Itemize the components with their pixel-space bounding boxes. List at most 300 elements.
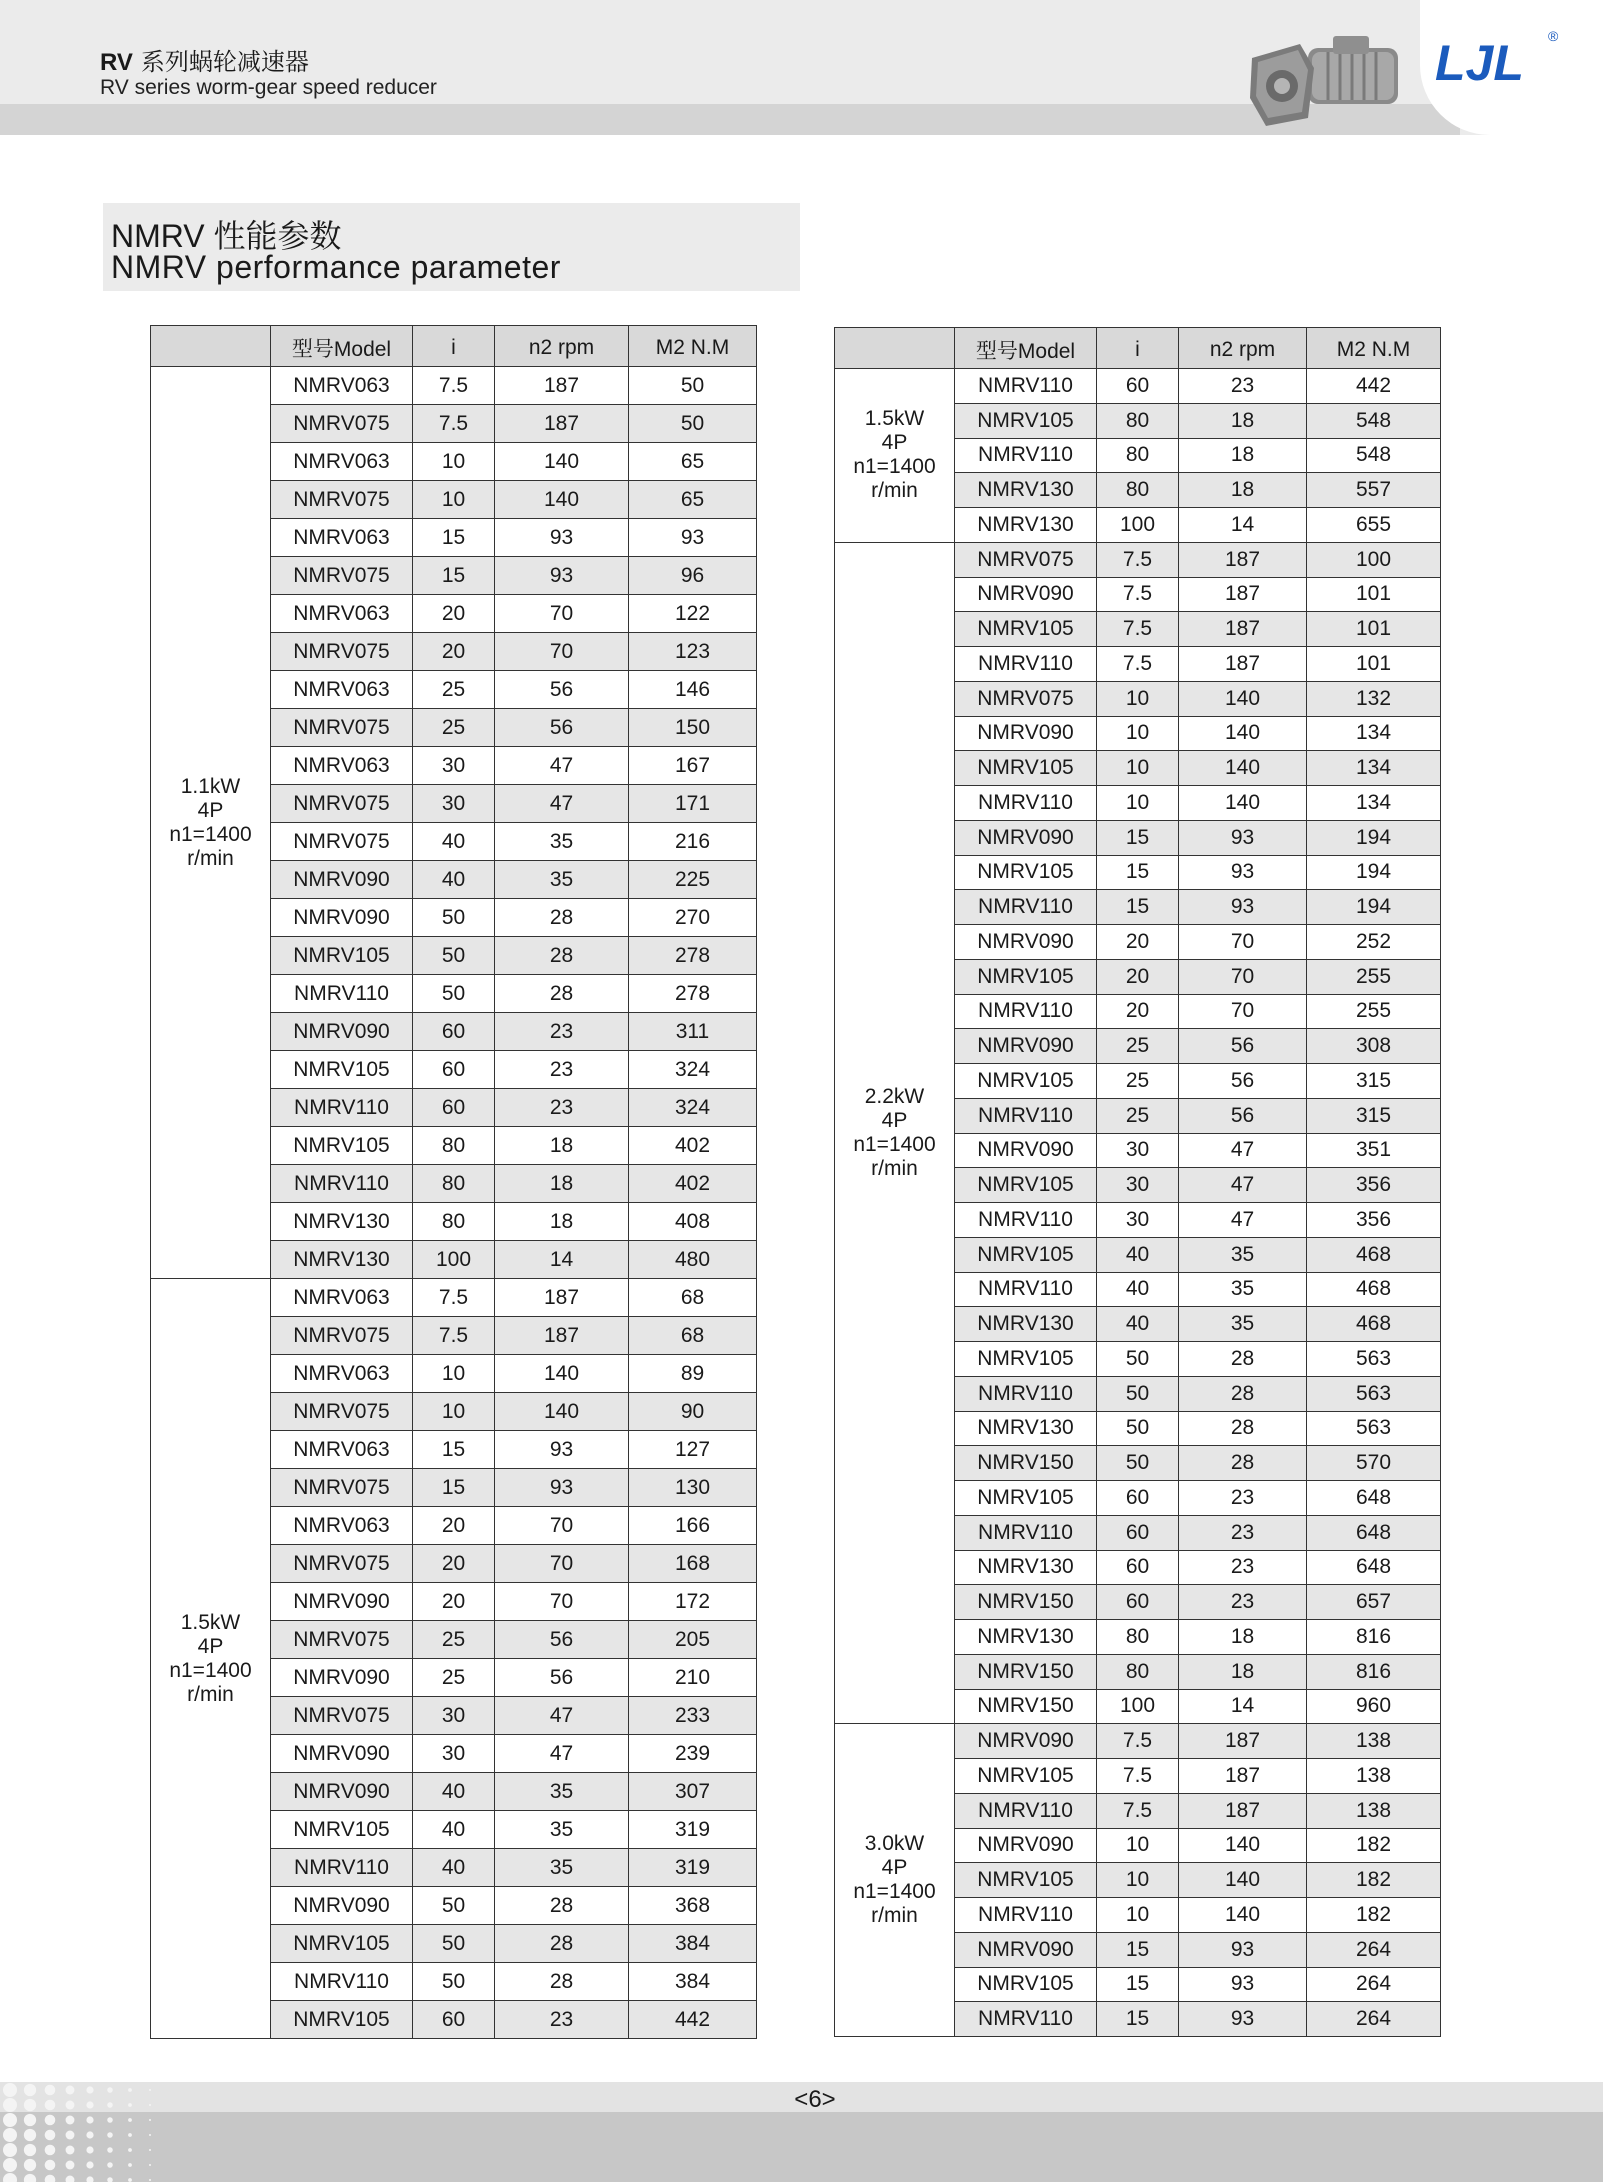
torque-cell: 255 xyxy=(1307,994,1441,1029)
model-cell: NMRV130 xyxy=(955,1550,1097,1585)
header-speed: n2 rpm xyxy=(495,326,629,367)
speed-cell: 18 xyxy=(1179,1620,1307,1655)
ratio-cell: 7.5 xyxy=(1097,577,1179,612)
power-group-label xyxy=(835,369,955,543)
ratio-cell: 40 xyxy=(1097,1272,1179,1307)
torque-cell: 100 xyxy=(1307,542,1441,577)
model-cell: NMRV090 xyxy=(955,820,1097,855)
model-cell: NMRV130 xyxy=(271,1241,413,1279)
speed-cell: 56 xyxy=(495,1621,629,1659)
model-cell: NMRV090 xyxy=(271,861,413,899)
torque-cell: 127 xyxy=(629,1431,757,1469)
torque-cell: 50 xyxy=(629,405,757,443)
ratio-cell: 60 xyxy=(1097,1481,1179,1516)
model-cell: NMRV075 xyxy=(271,823,413,861)
power-group-unit: r/min xyxy=(187,1682,234,1706)
speed-cell: 93 xyxy=(1179,1967,1307,2002)
ratio-cell: 30 xyxy=(413,747,495,785)
model-cell: NMRV090 xyxy=(955,1029,1097,1064)
ratio-cell: 30 xyxy=(413,1735,495,1773)
ratio-cell: 50 xyxy=(413,899,495,937)
ratio-cell: 7.5 xyxy=(413,367,495,405)
torque-cell: 252 xyxy=(1307,925,1441,960)
model-cell: NMRV110 xyxy=(955,890,1097,925)
speed-cell: 140 xyxy=(1179,716,1307,751)
speed-cell: 14 xyxy=(1179,508,1307,543)
torque-cell: 442 xyxy=(1307,369,1441,404)
ratio-cell: 30 xyxy=(413,1697,495,1735)
ratio-cell: 10 xyxy=(1097,1863,1179,1898)
speed-cell: 93 xyxy=(1179,890,1307,925)
footer-dot xyxy=(128,2163,132,2167)
ratio-cell: 20 xyxy=(413,633,495,671)
torque-cell: 205 xyxy=(629,1621,757,1659)
speed-cell: 28 xyxy=(495,975,629,1013)
torque-cell: 324 xyxy=(629,1089,757,1127)
model-cell: NMRV090 xyxy=(955,577,1097,612)
torque-cell: 368 xyxy=(629,1887,757,1925)
ratio-cell: 30 xyxy=(1097,1203,1179,1238)
speed-cell: 140 xyxy=(1179,681,1307,716)
ratio-cell: 50 xyxy=(1097,1446,1179,1481)
model-cell: NMRV105 xyxy=(955,1168,1097,1203)
model-cell: NMRV105 xyxy=(955,1064,1097,1099)
ratio-cell: 60 xyxy=(1097,1550,1179,1585)
ratio-cell: 15 xyxy=(1097,2002,1179,2037)
power-group-unit: r/min xyxy=(187,846,234,870)
footer-dot xyxy=(45,2145,56,2156)
model-cell: NMRV063 xyxy=(271,747,413,785)
ratio-cell: 60 xyxy=(413,1013,495,1051)
torque-cell: 182 xyxy=(1307,1898,1441,1933)
model-cell: NMRV105 xyxy=(955,751,1097,786)
ratio-cell: 10 xyxy=(413,1393,495,1431)
model-cell: NMRV110 xyxy=(271,1963,413,2001)
model-cell: NMRV090 xyxy=(271,1013,413,1051)
torque-cell: 210 xyxy=(629,1659,757,1697)
footer-dot xyxy=(149,2134,151,2136)
speed-cell: 35 xyxy=(495,1849,629,1887)
ratio-cell: 10 xyxy=(413,443,495,481)
torque-cell: 68 xyxy=(629,1279,757,1317)
ratio-cell: 7.5 xyxy=(1097,647,1179,682)
ratio-cell: 10 xyxy=(413,481,495,519)
torque-cell: 233 xyxy=(629,1697,757,1735)
performance-table-right xyxy=(834,327,1441,2037)
footer-dot xyxy=(107,2162,113,2168)
footer-dot xyxy=(107,2147,113,2153)
torque-cell: 225 xyxy=(629,861,757,899)
model-cell: NMRV150 xyxy=(955,1585,1097,1620)
ratio-cell: 25 xyxy=(1097,1029,1179,1064)
speed-cell: 35 xyxy=(1179,1272,1307,1307)
model-cell: NMRV110 xyxy=(271,975,413,1013)
model-cell: NMRV105 xyxy=(955,612,1097,647)
footer-dot xyxy=(66,2116,75,2125)
speed-cell: 140 xyxy=(1179,1863,1307,1898)
speed-cell: 35 xyxy=(495,1773,629,1811)
torque-cell: 315 xyxy=(1307,1098,1441,1133)
ratio-cell: 30 xyxy=(1097,1133,1179,1168)
model-cell: NMRV063 xyxy=(271,1279,413,1317)
torque-cell: 123 xyxy=(629,633,757,671)
header-torque: M2 N.M xyxy=(629,326,757,367)
model-cell: NMRV105 xyxy=(271,937,413,975)
torque-cell: 89 xyxy=(629,1355,757,1393)
model-cell: NMRV063 xyxy=(271,671,413,709)
model-cell: NMRV090 xyxy=(271,1735,413,1773)
speed-cell: 187 xyxy=(495,1279,629,1317)
model-cell: NMRV090 xyxy=(955,1932,1097,1967)
ratio-cell: 7.5 xyxy=(1097,1724,1179,1759)
speed-cell: 70 xyxy=(1179,925,1307,960)
footer-dot xyxy=(3,2113,17,2127)
model-cell: NMRV063 xyxy=(271,1355,413,1393)
ratio-cell: 40 xyxy=(413,823,495,861)
ratio-cell: 50 xyxy=(1097,1376,1179,1411)
torque-cell: 132 xyxy=(1307,681,1441,716)
speed-cell: 140 xyxy=(1179,751,1307,786)
ratio-cell: 20 xyxy=(413,1583,495,1621)
footer-dot xyxy=(66,2161,75,2170)
footer-dot xyxy=(86,2146,93,2153)
ratio-cell: 15 xyxy=(413,1431,495,1469)
gear-motor-image xyxy=(1248,18,1408,130)
power-group-poles: 4P xyxy=(881,1856,908,1880)
speed-cell: 187 xyxy=(495,1317,629,1355)
ratio-cell: 25 xyxy=(1097,1098,1179,1133)
ratio-cell: 15 xyxy=(413,519,495,557)
speed-cell: 140 xyxy=(1179,1828,1307,1863)
speed-cell: 23 xyxy=(495,1089,629,1127)
torque-cell: 816 xyxy=(1307,1654,1441,1689)
footer-dot xyxy=(86,2131,93,2138)
speed-cell: 187 xyxy=(1179,1724,1307,1759)
speed-cell: 187 xyxy=(1179,1793,1307,1828)
ratio-cell: 40 xyxy=(413,1811,495,1849)
footer-dot xyxy=(128,2178,132,2182)
torque-cell: 150 xyxy=(629,709,757,747)
power-group-power: 1.5kW xyxy=(864,407,925,431)
footer-dot xyxy=(3,2158,17,2172)
model-cell: NMRV063 xyxy=(271,367,413,405)
speed-cell: 18 xyxy=(495,1165,629,1203)
speed-cell: 56 xyxy=(1179,1029,1307,1064)
ratio-cell: 10 xyxy=(1097,1828,1179,1863)
model-cell: NMRV130 xyxy=(955,1307,1097,1342)
model-cell: NMRV105 xyxy=(955,1759,1097,1794)
torque-cell: 548 xyxy=(1307,403,1441,438)
model-cell: NMRV105 xyxy=(955,1863,1097,1898)
ratio-cell: 20 xyxy=(1097,925,1179,960)
speed-cell: 93 xyxy=(495,519,629,557)
model-cell: NMRV110 xyxy=(955,786,1097,821)
ratio-cell: 50 xyxy=(1097,1411,1179,1446)
speed-cell: 35 xyxy=(495,1811,629,1849)
torque-cell: 264 xyxy=(1307,1932,1441,1967)
ratio-cell: 40 xyxy=(413,1849,495,1887)
speed-cell: 23 xyxy=(1179,1481,1307,1516)
model-cell: NMRV110 xyxy=(271,1089,413,1127)
footer-dot xyxy=(24,2144,36,2156)
model-cell: NMRV090 xyxy=(271,1659,413,1697)
model-cell: NMRV130 xyxy=(271,1203,413,1241)
ratio-cell: 15 xyxy=(1097,1932,1179,1967)
speed-cell: 93 xyxy=(495,557,629,595)
footer-dot xyxy=(3,2143,17,2157)
ratio-cell: 20 xyxy=(1097,959,1179,994)
speed-cell: 14 xyxy=(1179,1689,1307,1724)
torque-cell: 122 xyxy=(629,595,757,633)
footer-dot xyxy=(149,2119,151,2121)
table-body-right xyxy=(835,369,1441,2037)
torque-cell: 563 xyxy=(1307,1376,1441,1411)
footer-dot xyxy=(149,2179,151,2181)
power-group-n1: n1=1400 xyxy=(169,1658,252,1682)
footer-dot xyxy=(86,2176,93,2182)
ratio-cell: 10 xyxy=(1097,786,1179,821)
model-cell: NMRV130 xyxy=(955,508,1097,543)
ratio-cell: 10 xyxy=(1097,681,1179,716)
ratio-cell: 20 xyxy=(413,595,495,633)
ratio-cell: 7.5 xyxy=(1097,1759,1179,1794)
torque-cell: 307 xyxy=(629,1773,757,1811)
footer-dot xyxy=(86,2161,93,2168)
ratio-cell: 25 xyxy=(413,1659,495,1697)
ratio-cell: 80 xyxy=(413,1127,495,1165)
speed-cell: 93 xyxy=(1179,855,1307,890)
table-body-left xyxy=(151,367,757,2039)
header-title-cn-text: 系列蜗轮减速器 xyxy=(140,49,309,76)
header-title-en: RV series worm-gear speed reducer xyxy=(100,76,437,99)
speed-cell: 28 xyxy=(1179,1342,1307,1377)
torque-cell: 216 xyxy=(629,823,757,861)
ratio-cell: 40 xyxy=(1097,1237,1179,1272)
ratio-cell: 40 xyxy=(413,1773,495,1811)
torque-cell: 570 xyxy=(1307,1446,1441,1481)
model-cell: NMRV105 xyxy=(271,1051,413,1089)
header-title-cn xyxy=(100,42,309,77)
model-cell: NMRV090 xyxy=(955,1133,1097,1168)
torque-cell: 239 xyxy=(629,1735,757,1773)
torque-cell: 468 xyxy=(1307,1237,1441,1272)
speed-cell: 140 xyxy=(1179,1898,1307,1933)
speed-cell: 18 xyxy=(1179,1654,1307,1689)
speed-cell: 23 xyxy=(1179,1585,1307,1620)
speed-cell: 56 xyxy=(495,1659,629,1697)
speed-cell: 28 xyxy=(1179,1446,1307,1481)
speed-cell: 47 xyxy=(1179,1203,1307,1238)
torque-cell: 816 xyxy=(1307,1620,1441,1655)
speed-cell: 28 xyxy=(495,899,629,937)
speed-cell: 70 xyxy=(495,595,629,633)
model-cell: NMRV075 xyxy=(955,681,1097,716)
model-cell: NMRV110 xyxy=(955,2002,1097,2037)
speed-cell: 23 xyxy=(1179,369,1307,404)
footer-dot xyxy=(86,2116,93,2123)
model-cell: NMRV075 xyxy=(271,1393,413,1431)
speed-cell: 70 xyxy=(495,1583,629,1621)
model-cell: NMRV090 xyxy=(271,899,413,937)
torque-cell: 65 xyxy=(629,481,757,519)
speed-cell: 28 xyxy=(495,937,629,975)
footer-dot xyxy=(128,2118,132,2122)
footer-dot xyxy=(107,2177,113,2182)
ratio-cell: 100 xyxy=(413,1241,495,1279)
speed-cell: 93 xyxy=(1179,1932,1307,1967)
page-number: <6> xyxy=(794,2086,836,2113)
speed-cell: 187 xyxy=(1179,1759,1307,1794)
table-row xyxy=(151,367,757,405)
speed-cell: 23 xyxy=(1179,1515,1307,1550)
footer-dot xyxy=(66,2176,75,2182)
torque-cell: 384 xyxy=(629,1963,757,2001)
ratio-cell: 15 xyxy=(1097,820,1179,855)
footer-dot xyxy=(3,2128,17,2142)
ratio-cell: 15 xyxy=(1097,890,1179,925)
model-cell: NMRV110 xyxy=(955,1515,1097,1550)
torque-cell: 167 xyxy=(629,747,757,785)
model-cell: NMRV110 xyxy=(271,1165,413,1203)
speed-cell: 56 xyxy=(1179,1064,1307,1099)
ratio-cell: 30 xyxy=(1097,1168,1179,1203)
torque-cell: 50 xyxy=(629,367,757,405)
model-cell: NMRV110 xyxy=(955,369,1097,404)
torque-cell: 351 xyxy=(1307,1133,1441,1168)
brand-logo xyxy=(1435,30,1585,90)
torque-cell: 172 xyxy=(629,1583,757,1621)
footer-dot xyxy=(149,2149,151,2151)
footer-dot xyxy=(45,2115,56,2126)
ratio-cell: 25 xyxy=(1097,1064,1179,1099)
footer-dot xyxy=(128,2148,132,2152)
ratio-cell: 80 xyxy=(1097,438,1179,473)
speed-cell: 140 xyxy=(495,443,629,481)
model-cell: NMRV110 xyxy=(955,1098,1097,1133)
power-group-n1: n1=1400 xyxy=(853,455,936,479)
ratio-cell: 40 xyxy=(1097,1307,1179,1342)
ratio-cell: 40 xyxy=(413,861,495,899)
speed-cell: 14 xyxy=(495,1241,629,1279)
model-cell: NMRV150 xyxy=(955,1689,1097,1724)
power-group-n1: n1=1400 xyxy=(169,822,252,846)
model-cell: NMRV150 xyxy=(955,1654,1097,1689)
torque-cell: 408 xyxy=(629,1203,757,1241)
speed-cell: 93 xyxy=(495,1469,629,1507)
torque-cell: 960 xyxy=(1307,1689,1441,1724)
speed-cell: 56 xyxy=(495,709,629,747)
model-cell: NMRV063 xyxy=(271,1431,413,1469)
speed-cell: 187 xyxy=(1179,612,1307,647)
torque-cell: 648 xyxy=(1307,1515,1441,1550)
torque-cell: 96 xyxy=(629,557,757,595)
speed-cell: 56 xyxy=(495,671,629,709)
speed-cell: 47 xyxy=(495,1697,629,1735)
speed-cell: 47 xyxy=(495,747,629,785)
torque-cell: 356 xyxy=(1307,1168,1441,1203)
speed-cell: 18 xyxy=(1179,403,1307,438)
model-cell: NMRV110 xyxy=(955,1272,1097,1307)
torque-cell: 384 xyxy=(629,1925,757,1963)
model-cell: NMRV105 xyxy=(955,1481,1097,1516)
ratio-cell: 50 xyxy=(413,975,495,1013)
model-cell: NMRV105 xyxy=(955,1342,1097,1377)
power-group-unit: r/min xyxy=(871,479,918,503)
ratio-cell: 15 xyxy=(413,557,495,595)
model-cell: NMRV063 xyxy=(271,519,413,557)
power-group-label xyxy=(835,542,955,1724)
section-title xyxy=(103,203,800,291)
model-cell: NMRV075 xyxy=(271,405,413,443)
torque-cell: 308 xyxy=(1307,1029,1441,1064)
torque-cell: 138 xyxy=(1307,1724,1441,1759)
torque-cell: 278 xyxy=(629,937,757,975)
torque-cell: 324 xyxy=(629,1051,757,1089)
torque-cell: 264 xyxy=(1307,1967,1441,2002)
torque-cell: 264 xyxy=(1307,2002,1441,2037)
registered-mark: ® xyxy=(1548,28,1559,44)
footer-dot xyxy=(45,2160,56,2171)
model-cell: NMRV063 xyxy=(271,595,413,633)
footer-dot xyxy=(66,2131,75,2140)
power-group-power: 2.2kW xyxy=(864,1085,925,1108)
power-group-poles: 4P xyxy=(881,431,908,455)
model-cell: NMRV075 xyxy=(271,1469,413,1507)
ratio-cell: 20 xyxy=(413,1507,495,1545)
model-cell: NMRV110 xyxy=(955,1898,1097,1933)
torque-cell: 270 xyxy=(629,899,757,937)
ratio-cell: 20 xyxy=(1097,994,1179,1029)
footer-dot xyxy=(107,2117,113,2123)
speed-cell: 187 xyxy=(495,367,629,405)
power-group-n1: n1=1400 xyxy=(853,1133,936,1156)
footer-dot xyxy=(45,2175,56,2182)
speed-cell: 28 xyxy=(495,1925,629,1963)
power-group-n1: n1=1400 xyxy=(853,1880,936,1904)
table-header-row xyxy=(151,326,757,367)
footer-band-dark xyxy=(0,2112,1603,2182)
footer-dot xyxy=(45,2130,56,2141)
torque-cell: 101 xyxy=(1307,647,1441,682)
torque-cell: 68 xyxy=(629,1317,757,1355)
ratio-cell: 7.5 xyxy=(1097,1793,1179,1828)
model-cell: NMRV105 xyxy=(955,1967,1097,2002)
model-cell: NMRV075 xyxy=(271,1545,413,1583)
ratio-cell: 10 xyxy=(413,1355,495,1393)
torque-cell: 255 xyxy=(1307,959,1441,994)
torque-cell: 657 xyxy=(1307,1585,1441,1620)
header-ratio: i xyxy=(413,326,495,367)
torque-cell: 315 xyxy=(1307,1064,1441,1099)
header-blank-cell xyxy=(151,326,271,367)
ratio-cell: 50 xyxy=(413,1963,495,2001)
model-cell: NMRV110 xyxy=(955,1793,1097,1828)
table-row xyxy=(151,1279,757,1317)
ratio-cell: 60 xyxy=(1097,369,1179,404)
model-cell: NMRV063 xyxy=(271,1507,413,1545)
performance-table-left xyxy=(150,325,757,2039)
footer-dot xyxy=(107,2132,113,2138)
speed-cell: 93 xyxy=(1179,2002,1307,2037)
model-cell: NMRV105 xyxy=(271,1127,413,1165)
torque-cell: 655 xyxy=(1307,508,1441,543)
speed-cell: 187 xyxy=(1179,577,1307,612)
speed-cell: 70 xyxy=(495,633,629,671)
model-cell: NMRV063 xyxy=(271,443,413,481)
speed-cell: 140 xyxy=(495,1355,629,1393)
footer-dot xyxy=(24,2159,36,2171)
model-cell: NMRV130 xyxy=(955,1411,1097,1446)
